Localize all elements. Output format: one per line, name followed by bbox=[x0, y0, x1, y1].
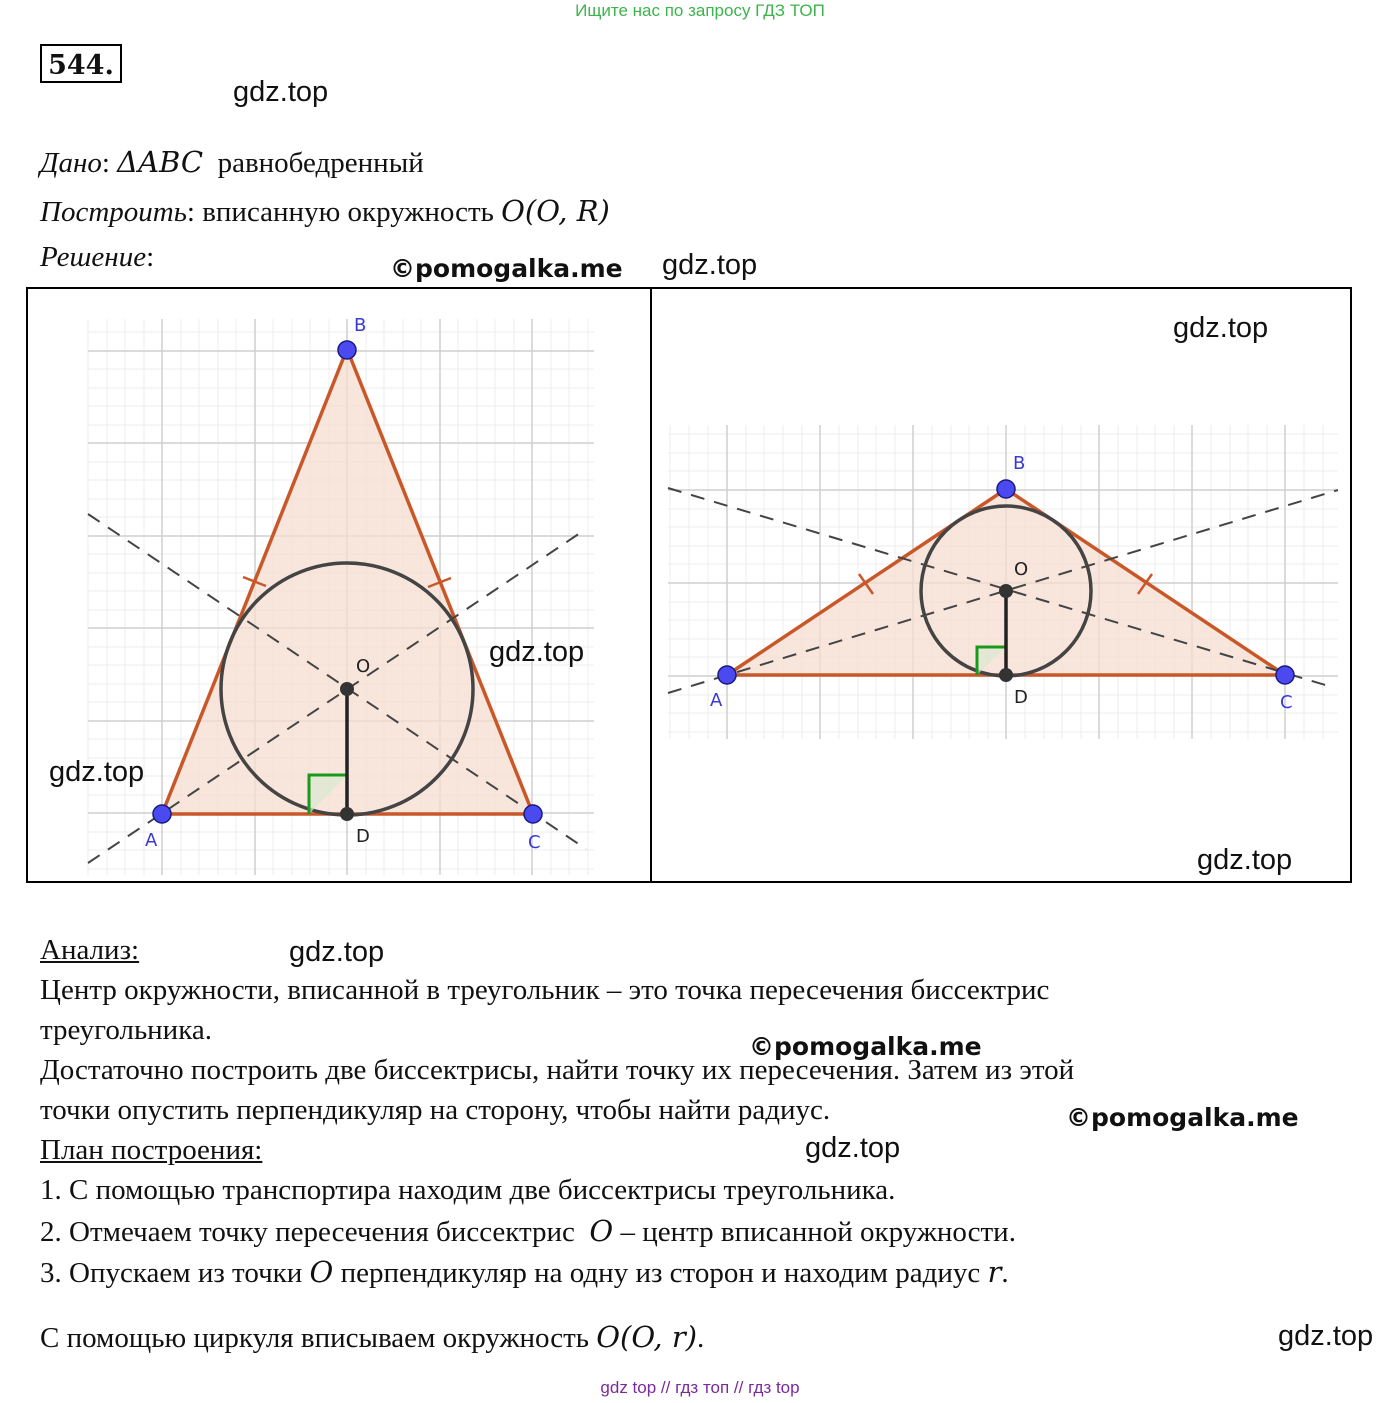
watermark-gdz: gdz.top bbox=[1173, 312, 1269, 344]
plan-step-2-text: 2. Отмечаем точку пересечения биссектрис bbox=[40, 1216, 575, 1248]
left-point-d bbox=[340, 807, 354, 821]
construct-label: Построить bbox=[40, 196, 187, 228]
right-point-a bbox=[718, 666, 736, 684]
watermark-pomogalka: ©pomogalka.me bbox=[749, 1032, 982, 1061]
watermark-pomogalka: ©pomogalka.me bbox=[390, 254, 623, 283]
given-line bbox=[40, 145, 424, 180]
final-line bbox=[40, 1320, 704, 1355]
analysis-title: Анализ: bbox=[40, 934, 140, 966]
left-label-o: O bbox=[356, 656, 371, 677]
right-label-a: A bbox=[710, 690, 723, 711]
watermark-gdz: gdz.top bbox=[49, 756, 145, 788]
solution-line bbox=[40, 241, 154, 274]
left-point-a bbox=[153, 805, 171, 823]
right-figure bbox=[652, 289, 1350, 881]
given-colon: : bbox=[101, 147, 110, 179]
construct-line bbox=[40, 194, 610, 229]
given-triangle: ΔABC bbox=[117, 145, 204, 179]
solution-label: Решение bbox=[40, 241, 147, 273]
plan-step-2-var: O bbox=[589, 1214, 614, 1248]
plan-step-3-rest: перпендикуляр на одну из сторон и находим радиус bbox=[340, 1257, 981, 1289]
given-label: Дано bbox=[40, 147, 102, 179]
given-text: равнобедренный bbox=[217, 147, 424, 179]
plan-title: План построения: bbox=[40, 1134, 263, 1166]
left-label-c: C bbox=[528, 832, 541, 853]
plan-step-3-var2: r bbox=[987, 1255, 1002, 1289]
construct-text: : вписанную окружность bbox=[186, 196, 494, 228]
problem-number: 544. bbox=[40, 44, 122, 83]
watermark-gdz: gdz.top bbox=[805, 1132, 901, 1164]
left-label-b: B bbox=[354, 315, 367, 336]
right-label-c: C bbox=[1280, 692, 1293, 713]
left-point-b bbox=[338, 341, 356, 359]
analysis-line-2: треугольника. bbox=[40, 1014, 212, 1046]
plan-step-3-var: O bbox=[309, 1255, 334, 1289]
right-point-d bbox=[999, 668, 1013, 682]
watermark-pomogalka: ©pomogalka.me bbox=[1066, 1103, 1299, 1132]
left-label-a: A bbox=[145, 830, 158, 851]
plan-step-3-end: . bbox=[1001, 1257, 1009, 1289]
right-point-c bbox=[1276, 666, 1294, 684]
bottom-links[interactable]: gdz top // гдз топ // гдз top bbox=[600, 1378, 800, 1397]
watermark-gdz: gdz.top bbox=[662, 249, 758, 281]
analysis-line-3: Достаточно построить две биссектрисы, найти точку их пересечения. Затем из этой bbox=[40, 1054, 1075, 1086]
plan-step-2 bbox=[40, 1214, 1016, 1249]
watermark-gdz: gdz.top bbox=[1278, 1320, 1374, 1352]
plan-step-1: 1. С помощью транспортира находим две биссектрисы треугольника. bbox=[40, 1174, 896, 1206]
left-point-c bbox=[524, 805, 542, 823]
final-end: . bbox=[697, 1322, 705, 1354]
analysis-line-4: точки опустить перпендикуляр на сторону, чтобы найти радиус. bbox=[40, 1094, 831, 1126]
solution-colon: : bbox=[146, 241, 155, 273]
analysis-line-1: Центр окружности, вписанной в треугольник – это точка пересечения биссектрис bbox=[40, 974, 1050, 1006]
left-point-o bbox=[340, 682, 354, 696]
watermark-gdz: gdz.top bbox=[1197, 844, 1293, 876]
right-point-o bbox=[999, 584, 1013, 598]
right-point-b bbox=[997, 480, 1015, 498]
construct-formula: O(O, R) bbox=[501, 194, 610, 228]
right-label-d: D bbox=[1014, 687, 1028, 708]
final-formula: O(O, r) bbox=[596, 1320, 698, 1354]
plan-step-2-rest: – центр вписанной окружности. bbox=[620, 1216, 1016, 1248]
watermark-gdz: gdz.top bbox=[489, 636, 585, 668]
final-text: С помощью циркуля вписываем окружность bbox=[40, 1322, 590, 1354]
left-label-d: D bbox=[356, 826, 370, 847]
watermark-gdz: gdz.top bbox=[233, 76, 329, 108]
right-label-o: O bbox=[1014, 559, 1029, 580]
watermark-gdz: gdz.top bbox=[289, 936, 385, 968]
plan-step-3 bbox=[40, 1255, 1009, 1290]
top-banner[interactable]: Ищите нас по запросу ГДЗ ТОП bbox=[575, 1, 825, 20]
right-label-b: B bbox=[1013, 453, 1026, 474]
left-figure bbox=[28, 289, 650, 881]
plan-step-3-text: 3. Опускаем из точки bbox=[40, 1257, 303, 1289]
